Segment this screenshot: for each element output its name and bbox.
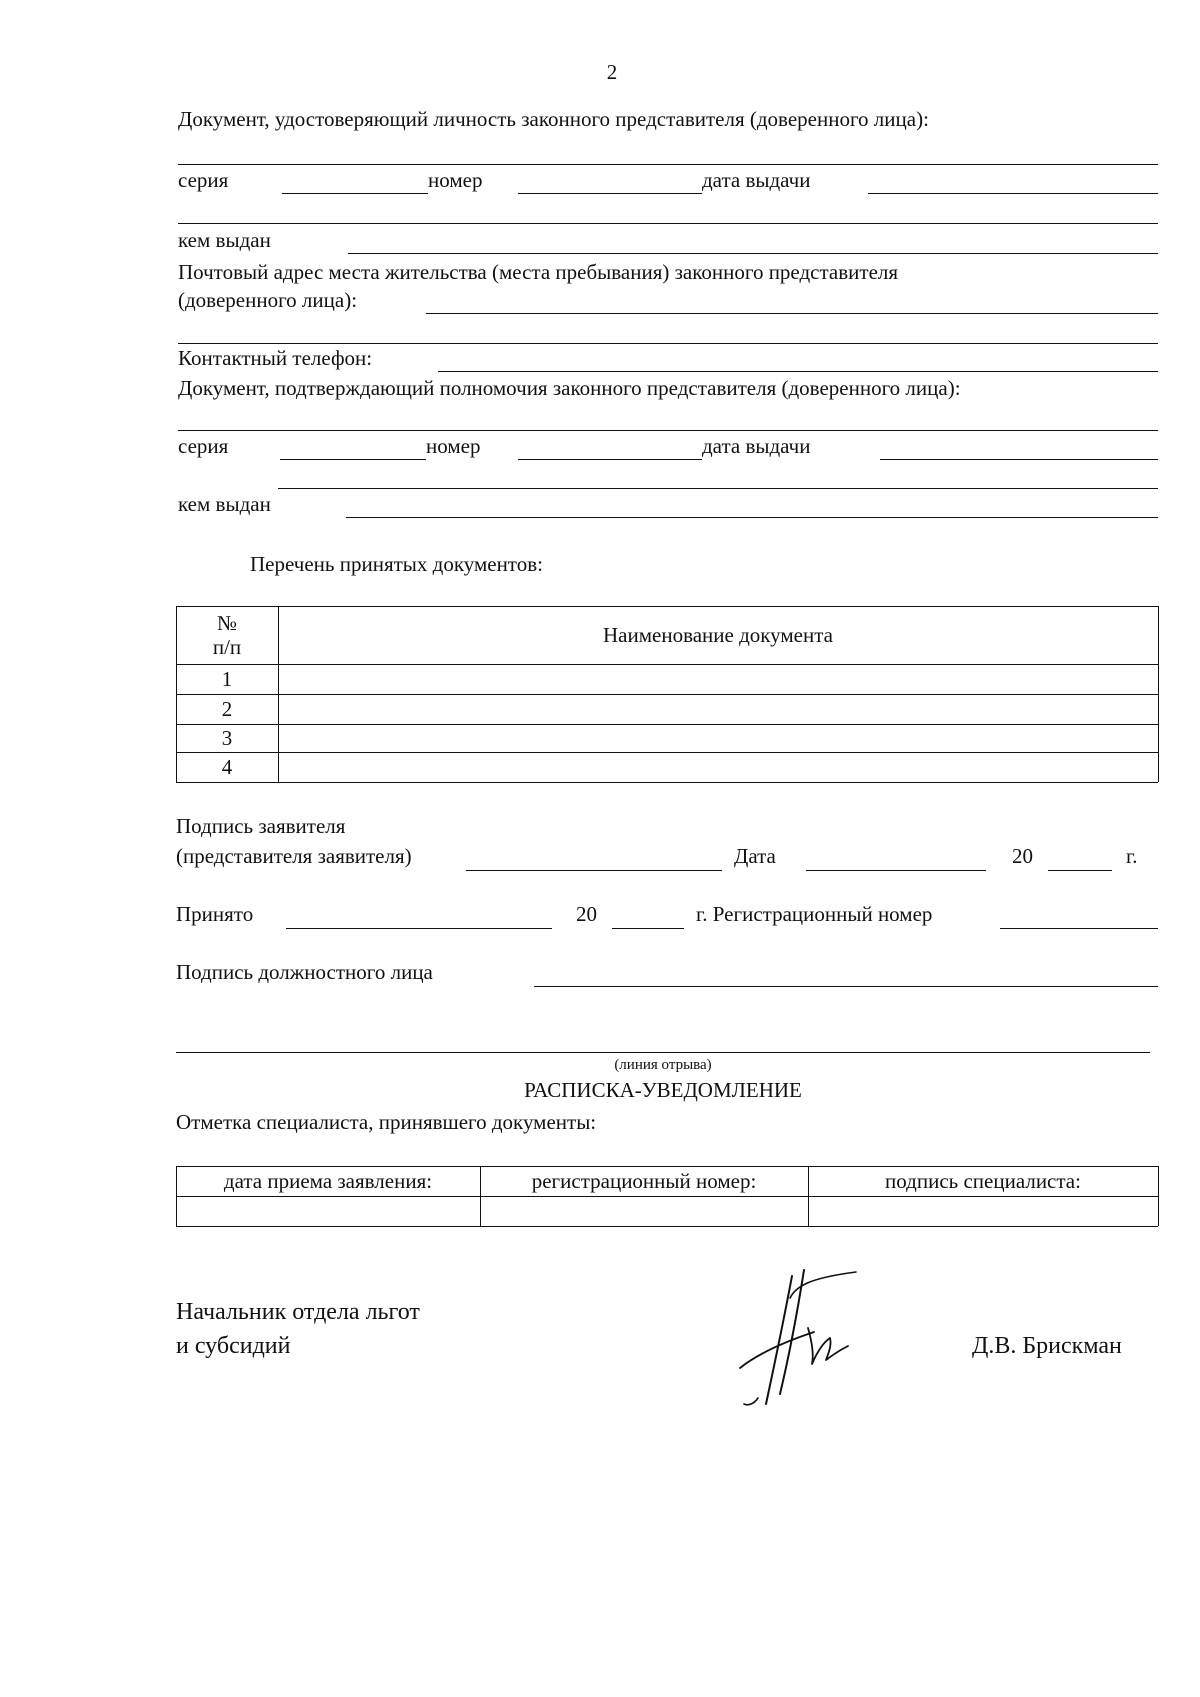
applicant-signature-label-line2: (представителя заявителя)	[176, 844, 412, 868]
series-label: серия	[178, 168, 229, 192]
accepted-field[interactable]	[286, 928, 552, 929]
page-number: 2	[606, 60, 618, 84]
year-suffix: г.	[1126, 844, 1138, 868]
col-header-doc-name: Наименование документа	[603, 622, 833, 647]
col-header-number-line2: п/п	[212, 635, 242, 659]
blank-line	[278, 488, 1158, 489]
applicant-signature-field[interactable]	[466, 870, 722, 871]
registration-number-cell[interactable]	[480, 1196, 808, 1226]
table-border	[1158, 606, 1159, 782]
official-signature-field[interactable]	[534, 986, 1158, 987]
phone-label: Контактный телефон:	[178, 346, 373, 370]
year-field[interactable]	[1048, 870, 1112, 871]
blank-line	[178, 430, 1158, 431]
table-border	[176, 782, 1158, 783]
authority-doc-heading: Документ, подтверждающий полномочия законного представителя (доверенного лица):	[178, 376, 961, 400]
row-doc-name-cell[interactable]	[278, 664, 1158, 694]
accepted-year-prefix: 20	[576, 902, 597, 926]
series-field[interactable]	[282, 193, 428, 194]
registration-number-field[interactable]	[1000, 928, 1158, 929]
accepted-year-field[interactable]	[612, 928, 684, 929]
row-number: 3	[221, 725, 233, 750]
postal-address-field-2[interactable]	[178, 343, 1158, 344]
date-field[interactable]	[806, 870, 986, 871]
number-label: номер	[426, 434, 481, 458]
issue-date-label: дата выдачи	[702, 434, 811, 458]
series-label: серия	[178, 434, 229, 458]
blank-line	[178, 223, 1158, 224]
position-title-line1: Начальник отдела льгот	[176, 1299, 420, 1325]
applicant-signature-label-line1: Подпись заявителя	[176, 814, 346, 838]
receipt-note: Отметка специалиста, принявшего документы:	[176, 1110, 597, 1134]
series-field[interactable]	[280, 459, 426, 460]
issue-date-field[interactable]	[880, 459, 1158, 460]
row-doc-name-cell[interactable]	[278, 752, 1158, 782]
row-number: 1	[221, 666, 233, 691]
phone-field[interactable]	[438, 371, 1158, 372]
specialist-signature-cell[interactable]	[808, 1196, 1158, 1226]
tear-line	[176, 1052, 1150, 1053]
postal-address-label-line1: Почтовый адрес места жительства (места пребывания) законного представителя	[178, 260, 899, 284]
year-prefix: 20	[1012, 844, 1033, 868]
number-field[interactable]	[518, 459, 702, 460]
number-field[interactable]	[518, 193, 702, 194]
signature-icon	[730, 1268, 860, 1408]
number-label: номер	[428, 168, 483, 192]
row-number: 2	[221, 696, 233, 721]
header-registration-number: регистрационный номер:	[531, 1168, 757, 1193]
registration-number-label: г. Регистрационный номер	[696, 902, 933, 926]
table-border	[176, 1226, 1158, 1227]
header-application-date: дата приема заявления:	[223, 1168, 433, 1193]
col-header-number	[176, 606, 278, 664]
receipt-title: РАСПИСКА-УВЕДОМЛЕНИЕ	[524, 1078, 802, 1102]
col-header-number-line1: №	[216, 610, 238, 635]
issued-by-field[interactable]	[348, 253, 1158, 254]
table-border	[1158, 1166, 1159, 1226]
application-date-cell[interactable]	[176, 1196, 480, 1226]
tear-line-label: (линия отрыва)	[614, 1057, 712, 1073]
position-title-line2: и субсидий	[176, 1333, 291, 1359]
postal-address-field[interactable]	[426, 313, 1158, 314]
row-number: 4	[221, 754, 233, 779]
row-doc-name-cell[interactable]	[278, 694, 1158, 724]
issued-by-label: кем выдан	[178, 228, 271, 252]
row-doc-name-cell[interactable]	[278, 724, 1158, 752]
issue-date-label: дата выдачи	[702, 168, 811, 192]
representative-id-heading: Документ, удостоверяющий личность законного представителя (доверенного лица):	[178, 107, 929, 131]
accepted-label: Принято	[176, 902, 254, 926]
issued-by-field[interactable]	[346, 517, 1158, 518]
date-label: Дата	[734, 844, 776, 868]
signer-name: Д.В. Брискман	[972, 1333, 1122, 1359]
accepted-docs-heading: Перечень принятых документов:	[250, 552, 543, 576]
postal-address-label-line2: (доверенного лица):	[178, 288, 358, 312]
issued-by-label: кем выдан	[178, 492, 271, 516]
blank-line	[178, 164, 1158, 165]
issue-date-field[interactable]	[868, 193, 1158, 194]
header-specialist-signature: подпись специалиста:	[885, 1168, 1081, 1193]
official-signature-label: Подпись должностного лица	[176, 960, 433, 984]
